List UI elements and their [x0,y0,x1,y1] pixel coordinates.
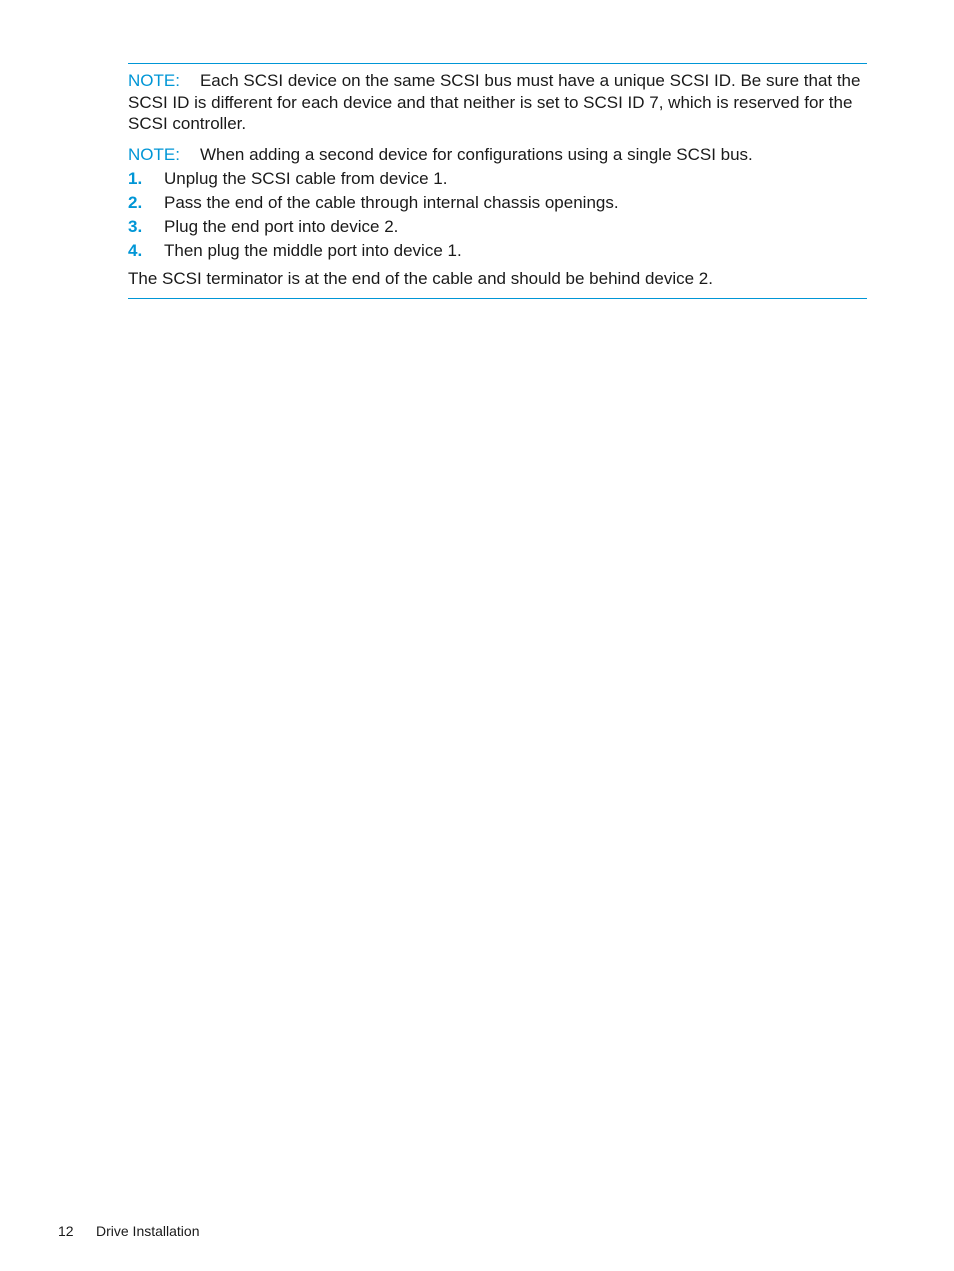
step-text: Unplug the SCSI cable from device 1. [164,169,448,188]
list-item [128,191,867,215]
step-text: Pass the end of the cable through internal chassis openings. [164,193,619,212]
step-text: Then plug the middle port into device 1. [164,241,462,260]
section-title: Drive Installation [96,1223,200,1239]
note-label: NOTE: [128,144,180,164]
step-number: 3. [128,217,143,236]
step-list [128,167,867,263]
note-text: Each SCSI device on the same SCSI bus must have a unique SCSI ID. Be sure that the SCSI ID is different for each device and that neither is set to SCSI ID 7, which is reserved for the SCSI controller. [128,71,861,133]
step-number: 1. [128,169,143,188]
step-text: Plug the end port into device 2. [164,217,399,236]
step-number: 2. [128,193,143,212]
page-footer [58,1222,200,1240]
note-second-device [128,144,867,166]
list-item [128,167,867,191]
note-scsi-id [128,70,867,135]
step-number: 4. [128,241,143,260]
note-block [128,63,867,299]
list-item [128,239,867,263]
note-text: When adding a second device for configurations using a single SCSI bus. [199,144,753,164]
note-label: NOTE: [128,71,180,90]
terminator-text: The SCSI terminator is at the end of the cable and should be behind device 2. [128,269,713,288]
list-item [128,215,867,239]
page-number: 12 [58,1223,74,1239]
